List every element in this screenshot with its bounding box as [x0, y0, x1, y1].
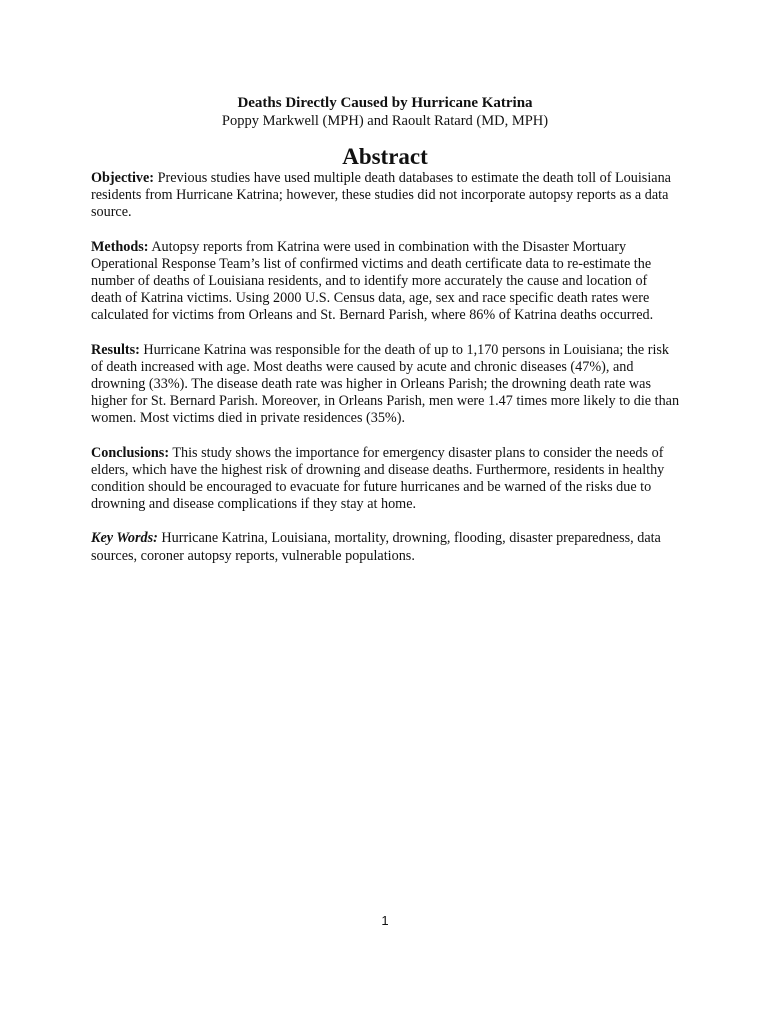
conclusions-paragraph: [91, 445, 681, 514]
objective-paragraph: [91, 170, 681, 222]
page-number: 1: [381, 913, 389, 928]
methods-label: Methods:: [91, 238, 149, 255]
objective-label: Objective:: [91, 170, 155, 186]
results-text: Hurricane Katrina was responsible for the death of up to 1,170 persons in Louisiana; the risk of death increased with age. Most deaths were caused by acute and chronic diseases (47%), and drowning (33%). The disease death rate was higher in Orleans Parish; the drowning death rate was higher for St. Bernard Parish. Moreover, in Orleans Parish, men were 1.47 times more likely to die than women. Most victims died in private residences (35%).: [91, 341, 680, 427]
keywords-paragraph: [91, 530, 681, 564]
keywords-label: Key Words:: [91, 530, 158, 547]
objective-text: Previous studies have used multiple death databases to estimate the death toll of Louisiana residents from Hurricane Katrina; however, these studies did not incorporate autopsy reports as a data source.: [91, 170, 671, 221]
paper-title: Deaths Directly Caused by Hurricane Katrina: [237, 95, 533, 111]
methods-text: Autopsy reports from Katrina were used in combination with the Disaster Mortuary Operational Response Team’s list of confirmed victims and death certificate data to re-estimate the number of deaths of Louisiana residents, and to identify more accurately the cause and location of death of Katrina victims. Using 2000 U.S. Census data, age, sex and race specific death rates were calculated for victims from Orleans and St. Bernard Parish, where 86% of Katrina deaths occurred.: [91, 238, 654, 324]
methods-paragraph: [91, 239, 681, 325]
conclusions-label: Conclusions:: [91, 444, 170, 461]
keywords-text: Hurricane Katrina, Louisiana, mortality, drowning, flooding, disaster preparedness, data sources, coroner autopsy reports, vulnerable populations.: [91, 530, 661, 564]
results-label: Results:: [91, 341, 140, 358]
results-paragraph: [91, 342, 681, 428]
paper-authors: Poppy Markwell (MPH) and Raoult Ratard (MD, MPH): [221, 113, 549, 129]
abstract-heading: Abstract: [342, 144, 428, 169]
abstract-body: [91, 170, 681, 582]
conclusions-text: This study shows the importance for emergency disaster plans to consider the needs of elders, which have the highest risk of drowning and disease deaths. Furthermore, residents in healthy condition should be encouraged to evacuate for future hurricanes and be warned of the risks due to drowning and disease complications if they stay at home.: [91, 444, 665, 513]
